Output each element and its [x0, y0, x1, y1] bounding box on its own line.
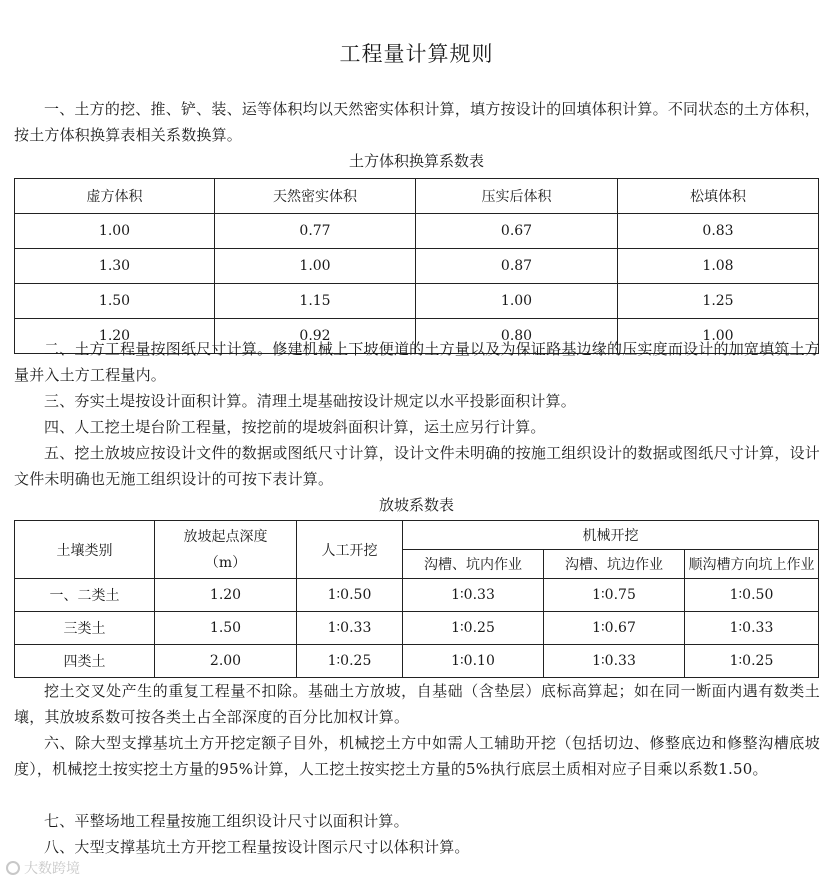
table-row — [15, 214, 819, 249]
table-cell: 0.83 — [618, 214, 819, 249]
table-row — [15, 284, 819, 319]
table-header-cell: 虚方体积 — [15, 179, 215, 214]
table-cell: 三类土 — [15, 612, 155, 645]
table-cell: 1.30 — [15, 249, 215, 284]
table-cell: 1∶0.25 — [403, 612, 544, 645]
table-cell: 1∶0.75 — [544, 579, 685, 612]
depth-header-label: 放坡起点深度 — [183, 528, 268, 545]
table-cell: 1.20 — [15, 319, 215, 354]
table-header-cell: 人工开挖 — [297, 521, 403, 579]
paragraph-5: 五、挖土放坡应按设计文件的数据或图纸尺寸计算，设计文件未明确的按施工组织设计的数据或图纸尺寸计算，设计文件未明确也无施工组织设计的可按下表计算。 — [14, 444, 820, 488]
paragraph-3: 三、夯实土堤按设计面积计算。清理土堤基础按设计规定以水平投影面积计算。 — [44, 392, 577, 410]
table-cell: 1∶0.33 — [403, 579, 544, 612]
table-row — [15, 579, 819, 612]
table-header-cell: 土壤类别 — [15, 521, 155, 579]
paragraph-2: 二、土方工程量按图纸尺寸计算。修建机械上下坡便道的土方量以及为保证路基边缘的压实度而设计的加宽填筑土方量并入土方工程量内。 — [14, 340, 820, 384]
page-title: 工程量计算规则 — [339, 42, 494, 66]
table-cell: 一、二类土 — [15, 579, 155, 612]
table-header-cell — [155, 521, 297, 579]
table-cell: 0.77 — [215, 214, 416, 249]
table-cell: 1∶0.33 — [544, 645, 685, 678]
table-cell: 1∶0.67 — [544, 612, 685, 645]
watermark — [6, 858, 80, 878]
table-cell: 1.25 — [618, 284, 819, 319]
paragraph-6: 挖土交叉处产生的重复工程量不扣除。基础土方放坡，自基础（含垫层）底标高算起；如在同一断面内遇有数类土壤，其放坡系数可按各类土占全部深度的百分比加权计算。 — [14, 682, 820, 726]
table-cell: 0.92 — [215, 319, 416, 354]
table-row — [15, 249, 819, 284]
watermark-logo-icon — [6, 861, 20, 875]
table-cell: 0.80 — [416, 319, 618, 354]
table-cell: 1∶0.50 — [685, 579, 819, 612]
table-cell: 1.00 — [215, 249, 416, 284]
table-cell: 1.20 — [155, 579, 297, 612]
table-header-row — [15, 521, 819, 550]
table-cell: 1∶0.25 — [685, 645, 819, 678]
soil-volume-conversion-table — [14, 178, 819, 354]
table-header-cell: 机械开挖 — [403, 521, 819, 550]
table-cell: 1∶0.25 — [297, 645, 403, 678]
table-header-cell: 松填体积 — [618, 179, 819, 214]
slope-coefficient-table — [14, 520, 819, 678]
table-cell: 1.15 — [215, 284, 416, 319]
paragraph-1: 一、土方的挖、推、铲、装、运等体积均以天然密实体积计算，填方按设计的回填体积计算。不同状态的土方体积，按土方体积换算表相关系数换算。 — [14, 100, 820, 144]
table-header-cell: 压实后体积 — [416, 179, 618, 214]
table-header-row — [15, 179, 819, 214]
paragraph-8: 七、平整场地工程量按施工组织设计尺寸以面积计算。 — [44, 812, 409, 830]
table-cell: 1.00 — [618, 319, 819, 354]
table-cell: 1.00 — [416, 284, 618, 319]
table-header-cell: 沟槽、坑内作业 — [403, 550, 544, 579]
table-cell: 1.08 — [618, 249, 819, 284]
table-cell: 1∶0.10 — [403, 645, 544, 678]
table2-caption: 放坡系数表 — [378, 496, 454, 514]
table-cell: 1.50 — [155, 612, 297, 645]
watermark-text: 大数跨境 — [24, 861, 80, 877]
table-header-cell: 天然密实体积 — [215, 179, 416, 214]
table-cell: 1∶0.50 — [297, 579, 403, 612]
table-cell: 1∶0.33 — [297, 612, 403, 645]
table-cell: 0.67 — [416, 214, 618, 249]
table-cell: 2.00 — [155, 645, 297, 678]
table-cell: 四类土 — [15, 645, 155, 678]
table-header-cell: 顺沟槽方向坑上作业 — [685, 550, 819, 579]
table-cell: 1∶0.33 — [685, 612, 819, 645]
table-cell: 0.87 — [416, 249, 618, 284]
depth-header-unit: （m） — [204, 554, 247, 571]
paragraph-4: 四、人工挖土堤台阶工程量，按挖前的堤坡斜面积计算，运土应另行计算。 — [44, 418, 546, 436]
paragraph-7: 六、除大型支撑基坑土方开挖定额子目外，机械挖土方中如需人工辅助开挖（包括切边、修整底边和修整沟槽底坡度），机械挖土按实挖土方量的95%计算，人工挖土按实挖土方量的5%执行底层土质相对应子目乘以系数1.50。 — [14, 734, 820, 778]
paragraph-9: 八、大型支撑基坑土方开挖工程量按设计图示尺寸以体积计算。 — [44, 838, 470, 856]
table-header-cell: 沟槽、坑边作业 — [544, 550, 685, 579]
table-row — [15, 612, 819, 645]
table-row — [15, 645, 819, 678]
table-cell: 1.50 — [15, 284, 215, 319]
table1-caption: 土方体积换算系数表 — [348, 152, 484, 170]
table-cell: 1.00 — [15, 214, 215, 249]
